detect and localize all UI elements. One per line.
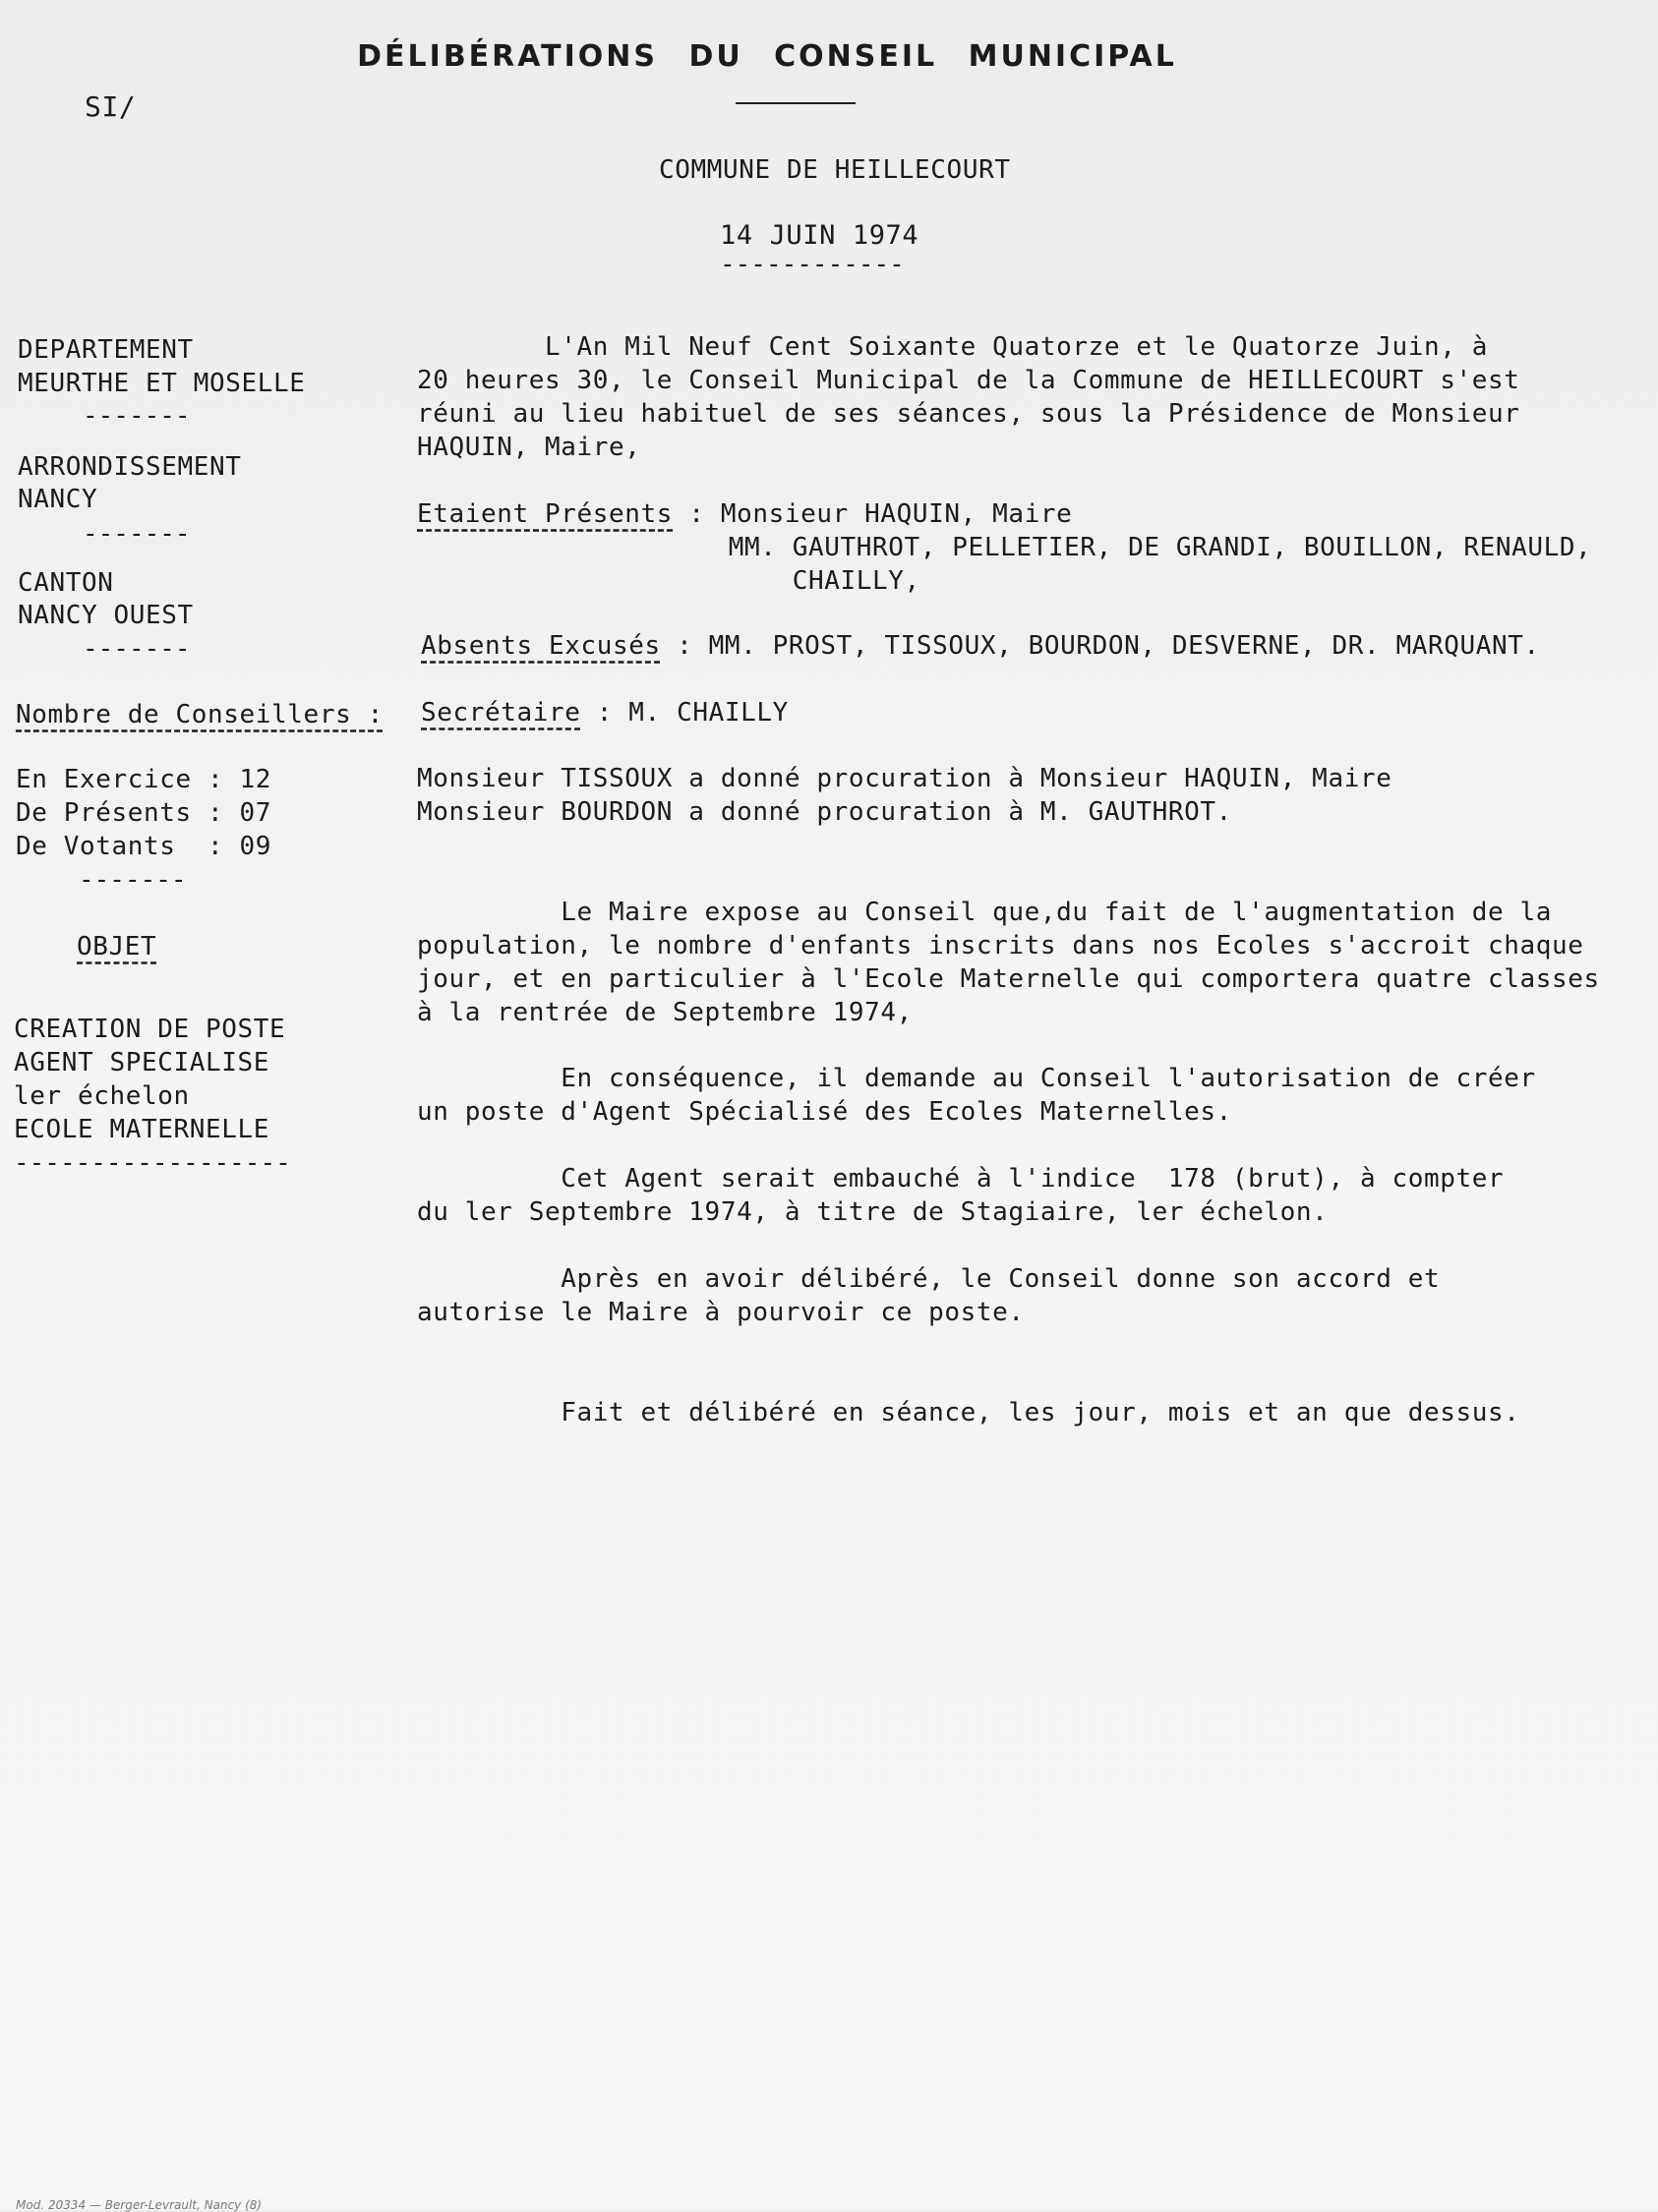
arrondissement-value: NANCY bbox=[18, 485, 98, 514]
text-line: population, le nombre d'enfants inscrits dans nos Ecoles s'accroit chaque bbox=[417, 931, 1584, 960]
presents-label: Etaient Présents bbox=[417, 499, 674, 529]
text-line: HAQUIN, Maire, bbox=[417, 433, 641, 462]
closing-paragraph bbox=[417, 1396, 1587, 1429]
text-line: Le Maire expose au Conseil que,du fait de l'augmentation de la bbox=[417, 898, 1552, 927]
agent-paragraph bbox=[417, 1162, 1587, 1229]
secretaire-block bbox=[421, 696, 1591, 729]
objet-line: AGENT SPECIALISE bbox=[14, 1048, 270, 1077]
canton-label: CANTON bbox=[18, 568, 114, 598]
separator: ------- bbox=[79, 865, 187, 895]
date-rule: ------------ bbox=[720, 250, 905, 279]
expose-paragraph bbox=[417, 896, 1600, 1029]
text-line: réuni au lieu habituel de ses séances, sous la Présidence de Monsieur bbox=[417, 399, 1520, 429]
absents-block bbox=[421, 629, 1591, 663]
objet-line: ECOLE MATERNELLE bbox=[14, 1115, 270, 1144]
text-line: un poste d'Agent Spécialisé des Ecoles Maternelles. bbox=[417, 1097, 1232, 1127]
text-line: Cet Agent serait embauché à l'indice 178 (brut), à compter bbox=[417, 1164, 1505, 1193]
secretaire-line bbox=[421, 696, 1591, 729]
text-line: à la rentrée de Septembre 1974, bbox=[417, 998, 913, 1027]
separator: ------- bbox=[83, 401, 191, 431]
consequence-paragraph bbox=[417, 1062, 1587, 1129]
votants-count: De Votants : 09 bbox=[16, 832, 272, 861]
text-line: Monsieur BOURDON a donné procuration à M. GAUTHROT. bbox=[417, 797, 1232, 827]
presents-line: MM. GAUTHROT, PELLETIER, DE GRANDI, BOUILLON, RENAULD, bbox=[681, 533, 1592, 562]
presents-line: CHAILLY, bbox=[681, 566, 920, 596]
separator: ------- bbox=[83, 519, 191, 549]
text-line: 20 heures 30, le Conseil Municipal de la Commune de HEILLECOURT s'est bbox=[417, 366, 1520, 395]
text-line: jour, et en particulier à l'Ecole Maternelle qui comportera quatre classes bbox=[417, 964, 1600, 994]
arrondissement-label: ARRONDISSEMENT bbox=[18, 452, 242, 482]
secretaire-label: Secrétaire bbox=[421, 698, 581, 728]
conseillers-label: Nombre de Conseillers : bbox=[16, 700, 384, 729]
text-line: Fait et délibéré en séance, les jour, mois et an que dessus. bbox=[417, 1398, 1520, 1427]
presents-count: De Présents : 07 bbox=[16, 798, 272, 828]
presents-block bbox=[417, 497, 1592, 598]
presents-text: : Monsieur HAQUIN, Maire bbox=[673, 499, 1073, 529]
intro-paragraph bbox=[417, 330, 1587, 464]
print-mark: Mod. 20334 — Berger-Levrault, Nancy (8) bbox=[16, 2198, 263, 2212]
en-exercice-count: En Exercice : 12 bbox=[16, 765, 272, 794]
objet-label: OBJET bbox=[77, 932, 157, 961]
title-underline bbox=[736, 102, 856, 104]
objet-line: ler échelon bbox=[14, 1081, 190, 1111]
text-line: du ler Septembre 1974, à titre de Stagiaire, ler échelon. bbox=[417, 1197, 1329, 1227]
separator: ------- bbox=[83, 634, 191, 664]
text-line: L'An Mil Neuf Cent Soixante Quatorze et le Quatorze Juin, à bbox=[417, 332, 1488, 362]
text-line: Monsieur TISSOUX a donné procuration à Monsieur HAQUIN, Maire bbox=[417, 764, 1392, 793]
text-line: En conséquence, il demande au Conseil l'autorisation de créer bbox=[417, 1064, 1536, 1093]
apres-paragraph bbox=[417, 1262, 1587, 1329]
procurations bbox=[417, 762, 1587, 829]
absents-label: Absents Excusés bbox=[421, 631, 661, 661]
canton-value: NANCY OUEST bbox=[18, 601, 194, 630]
text-line: autorise le Maire à pourvoir ce poste. bbox=[417, 1298, 1025, 1327]
document-title: DÉLIBÉRATIONS DU CONSEIL MUNICIPAL bbox=[357, 39, 1177, 74]
departement-label: DEPARTEMENT bbox=[18, 335, 194, 365]
absents-line bbox=[421, 629, 1591, 663]
secretaire-text: : M. CHAILLY bbox=[580, 698, 789, 728]
objet-rule: ------------------ bbox=[14, 1148, 291, 1178]
presents-line bbox=[417, 497, 1587, 531]
objet-line: CREATION DE POSTE bbox=[14, 1015, 286, 1044]
absents-text: : MM. PROST, TISSOUX, BOURDON, DESVERNE, DR. MARQUANT. bbox=[660, 631, 1540, 661]
session-date: 14 JUIN 1974 bbox=[720, 220, 919, 251]
commune-name: COMMUNE DE HEILLECOURT bbox=[659, 155, 1011, 185]
reference-mark: SI/ bbox=[85, 90, 137, 123]
text-line: Après en avoir délibéré, le Conseil donne son accord et bbox=[417, 1264, 1441, 1294]
departement-value: MEURTHE ET MOSELLE bbox=[18, 369, 306, 398]
